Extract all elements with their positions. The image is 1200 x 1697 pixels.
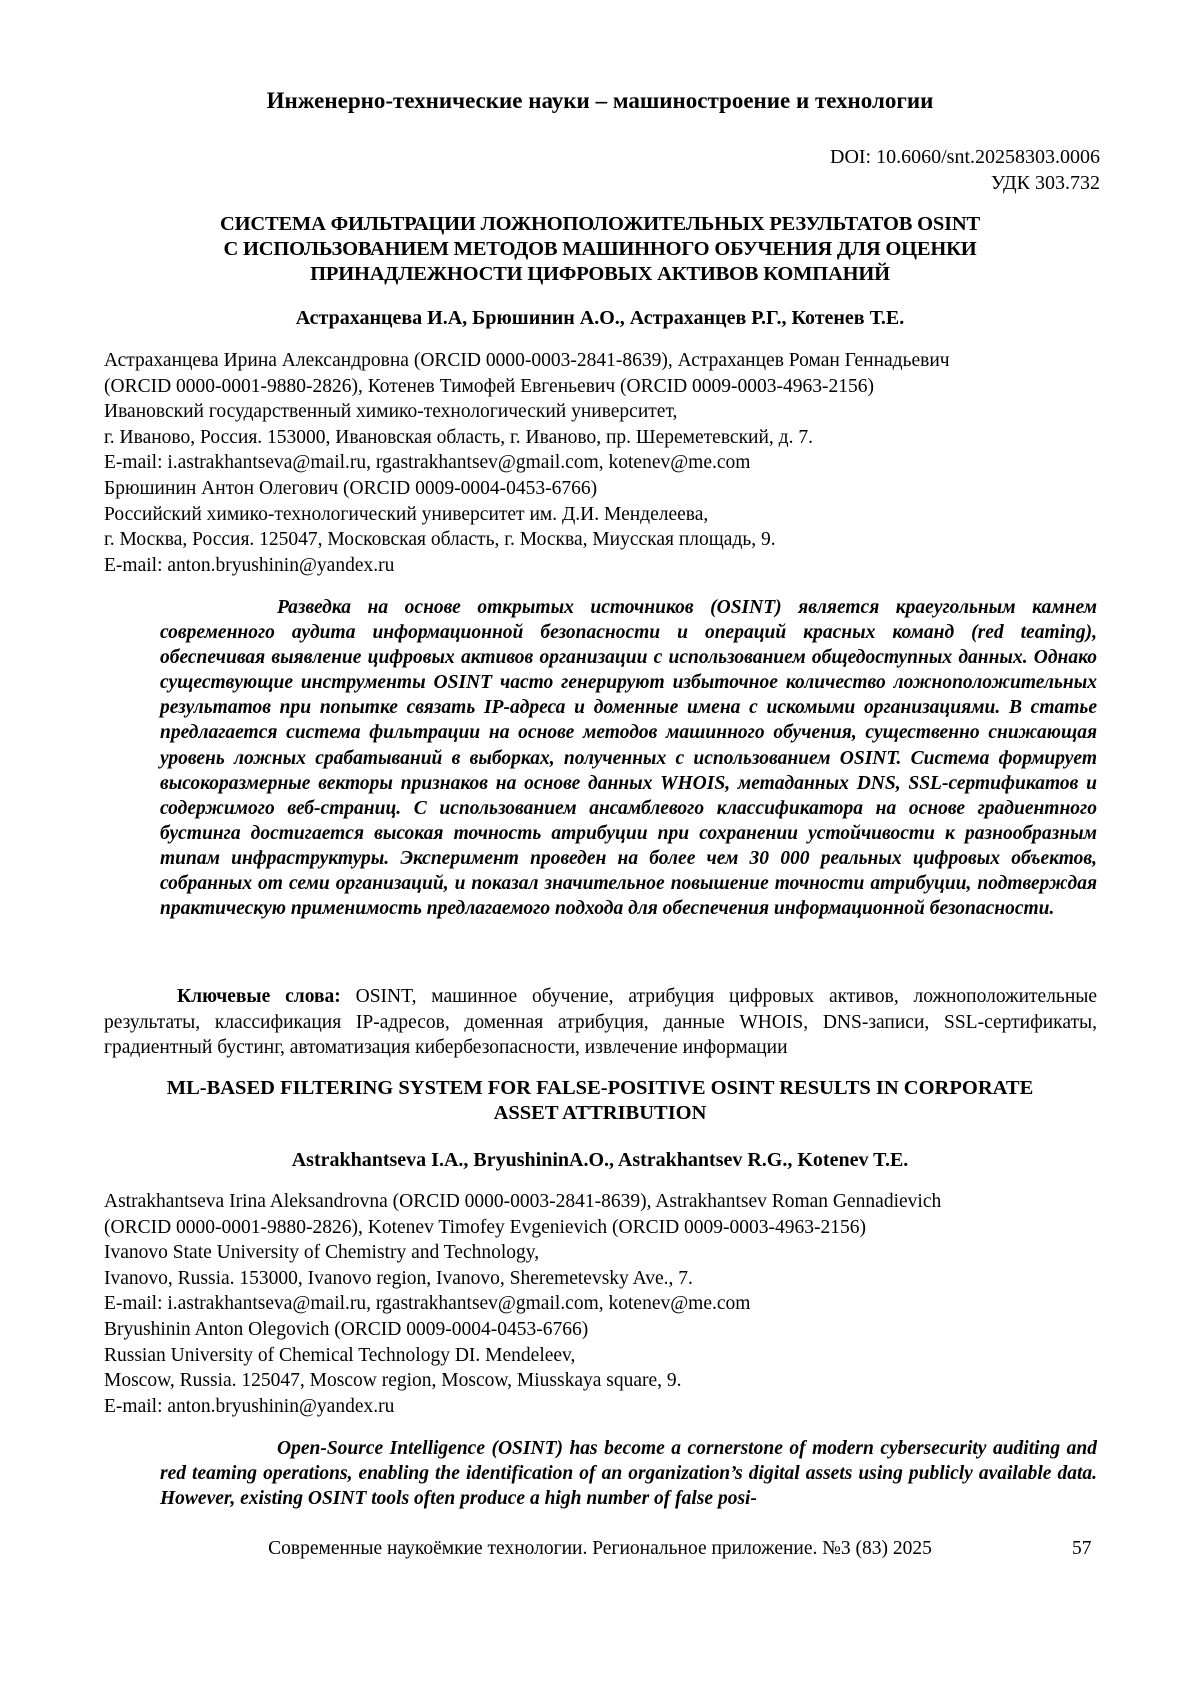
affiliation-line: (ORCID 0000-0001-9880-2826), Котенев Тимофей Евгеньевич (ORCID 0009-0003-4963-2156) — [104, 375, 875, 397]
affiliations-ru — [104, 348, 1104, 578]
section-header: Инженерно-технические науки – машиностроение и технологии — [266, 88, 934, 113]
affiliation-line: г. Иваново, Россия. 153000, Ивановская область, г. Иваново, пр. Шереметевский, д. 7. — [104, 426, 813, 448]
affiliation-line: E-mail: anton.bryushinin@yandex.ru — [104, 554, 395, 576]
affiliations-en — [104, 1189, 1104, 1419]
affiliation-line: Российский химико-технологический университет им. Д.И. Менделеева, — [104, 503, 709, 525]
title-en — [100, 1076, 1100, 1126]
authors-ru: Астраханцева И.А, Брюшинин А.О., Астраханцев Р.Г., Котенев Т.Е. — [295, 307, 905, 329]
title-ru-line: ПРИНАДЛЕЖНОСТИ ЦИФРОВЫХ АКТИВОВ КОМПАНИЙ — [310, 263, 890, 285]
affiliation-line: Брюшинин Антон Олегович (ORCID 0009-0004-0453-6766) — [104, 477, 598, 499]
authors-en: Astrakhantseva I.A., BryushininA.O., Astrakhantsev R.G., Kotenev T.E. — [291, 1149, 909, 1171]
affiliation-line: Ivanovo State University of Chemistry and Technology, — [104, 1242, 540, 1264]
affiliation-line: Астраханцева Ирина Александровна (ORCID 0000-0003-2841-8639), Астраханцев Роман Геннадьевич — [104, 350, 950, 371]
affiliation-line: E-mail: i.astrakhantseva@mail.ru, rgastrakhantsev@gmail.com, kotenev@me.com — [104, 1293, 751, 1315]
doi-block — [830, 144, 1100, 196]
title-en-line: ASSET ATTRIBUTION — [493, 1102, 707, 1124]
title-ru — [100, 212, 1100, 287]
title-ru-line: СИСТЕМА ФИЛЬТРАЦИИ ЛОЖНОПОЛОЖИТЕЛЬНЫХ РЕЗУЛЬТАТОВ OSINT — [220, 213, 980, 235]
keywords-text: OSINT, машинное обучение, атрибуция цифровых активов, ложноположительные результаты, классификация IP-адресов, доменная атрибуция, данные WHOIS, DNS-записи, SSL-сертификаты, градиентный бустинг, автоматизация кибербезопасности, извлечение информации — [104, 986, 1098, 1059]
udk: УДК 303.732 — [990, 172, 1100, 194]
keywords-ru — [104, 984, 1097, 1061]
affiliation-line: г. Москва, Россия. 125047, Московская область, г. Москва, Миусская площадь, 9. — [104, 529, 776, 551]
abstract-en: Open-Source Intelligence (OSINT) has become a cornerstone of modern cybersecurity auditing and red teaming operations, enabling the identification of an organization’s digital assets using publicly available data. However, existing OSINT tools often produce a high number of false posi- — [160, 1438, 1097, 1510]
affiliation-line: Moscow, Russia. 125047, Moscow region, Moscow, Miusskaya square, 9. — [104, 1370, 682, 1392]
keywords-label: Ключевые слова: — [177, 986, 341, 1007]
affiliation-line: (ORCID 0000-0001-9880-2826), Kotenev Timofey Evgenievich (ORCID 0009-0003-4963-2156) — [104, 1216, 867, 1238]
title-en-line: ML-BASED FILTERING SYSTEM FOR FALSE-POSITIVE OSINT RESULTS IN CORPORATE — [166, 1077, 1034, 1099]
affiliation-line: E-mail: i.astrakhantseva@mail.ru, rgastrakhantsev@gmail.com, kotenev@me.com — [104, 452, 751, 474]
affiliation-line: Ivanovo, Russia. 153000, Ivanovo region, Ivanovo, Sheremetevsky Ave., 7. — [104, 1267, 693, 1289]
affiliation-line: Bryushinin Anton Olegovich (ORCID 0009-0004-0453-6766) — [104, 1318, 589, 1340]
title-ru-line: С ИСПОЛЬЗОВАНИЕМ МЕТОДОВ МАШИННОГО ОБУЧЕНИЯ ДЛЯ ОЦЕНКИ — [223, 238, 977, 260]
page-number: 57 — [1072, 1538, 1092, 1559]
doi: DOI: 10.6060/snt.20258303.0006 — [830, 146, 1100, 168]
affiliation-line: Russian University of Chemical Technology DI. Mendeleev, — [104, 1344, 576, 1366]
affiliation-line: Astrakhantseva Irina Aleksandrovna (ORCID 0000-0003-2841-8639), Astrakhantsev Roman Gennadievich — [104, 1191, 942, 1212]
abstract-ru: Разведка на основе открытых источников (OSINT) является краеугольным камнем современного аудита информационной безопасности и операций красных команд (red teaming), обеспечивая выявление цифровых активов организации с использованием общедоступных данных. Однако существующие инструменты OSINT часто генерируют избыточное количество ложноположительных результатов при попытке связать IP-адреса и доменные имена с искомыми организациями. В статье предлагается система фильтрации на основе методов машинного обучения, существенно снижающая уровень ложных срабатываний в выборках, полученных с использованием OSINT. Система формирует высокоразмерные векторы признаков на основе данных WHOIS, метаданных DNS, SSL-сертификатов и содержимого веб-страниц. С использованием ансамблевого классификатора на основе градиентного бустинга достигается высокая точность атрибуции при сохранении устойчивости к разнообразным типам инфраструктуры. Эксперимент проведен на более чем 30 000 реальных цифровых объектов, собранных от семи организаций, и показал значительное повышение точности атрибуции, подтверждая практическую применимость предлагаемого подхода для обеспечения информационной безопасности. — [160, 597, 1097, 920]
affiliation-line: E-mail: anton.bryushinin@yandex.ru — [104, 1395, 395, 1417]
journal-name: Современные наукоёмкие технологии. Региональное приложение. №3 (83) 2025 — [268, 1538, 932, 1559]
affiliation-line: Ивановский государственный химико-технологический университет, — [104, 401, 678, 423]
